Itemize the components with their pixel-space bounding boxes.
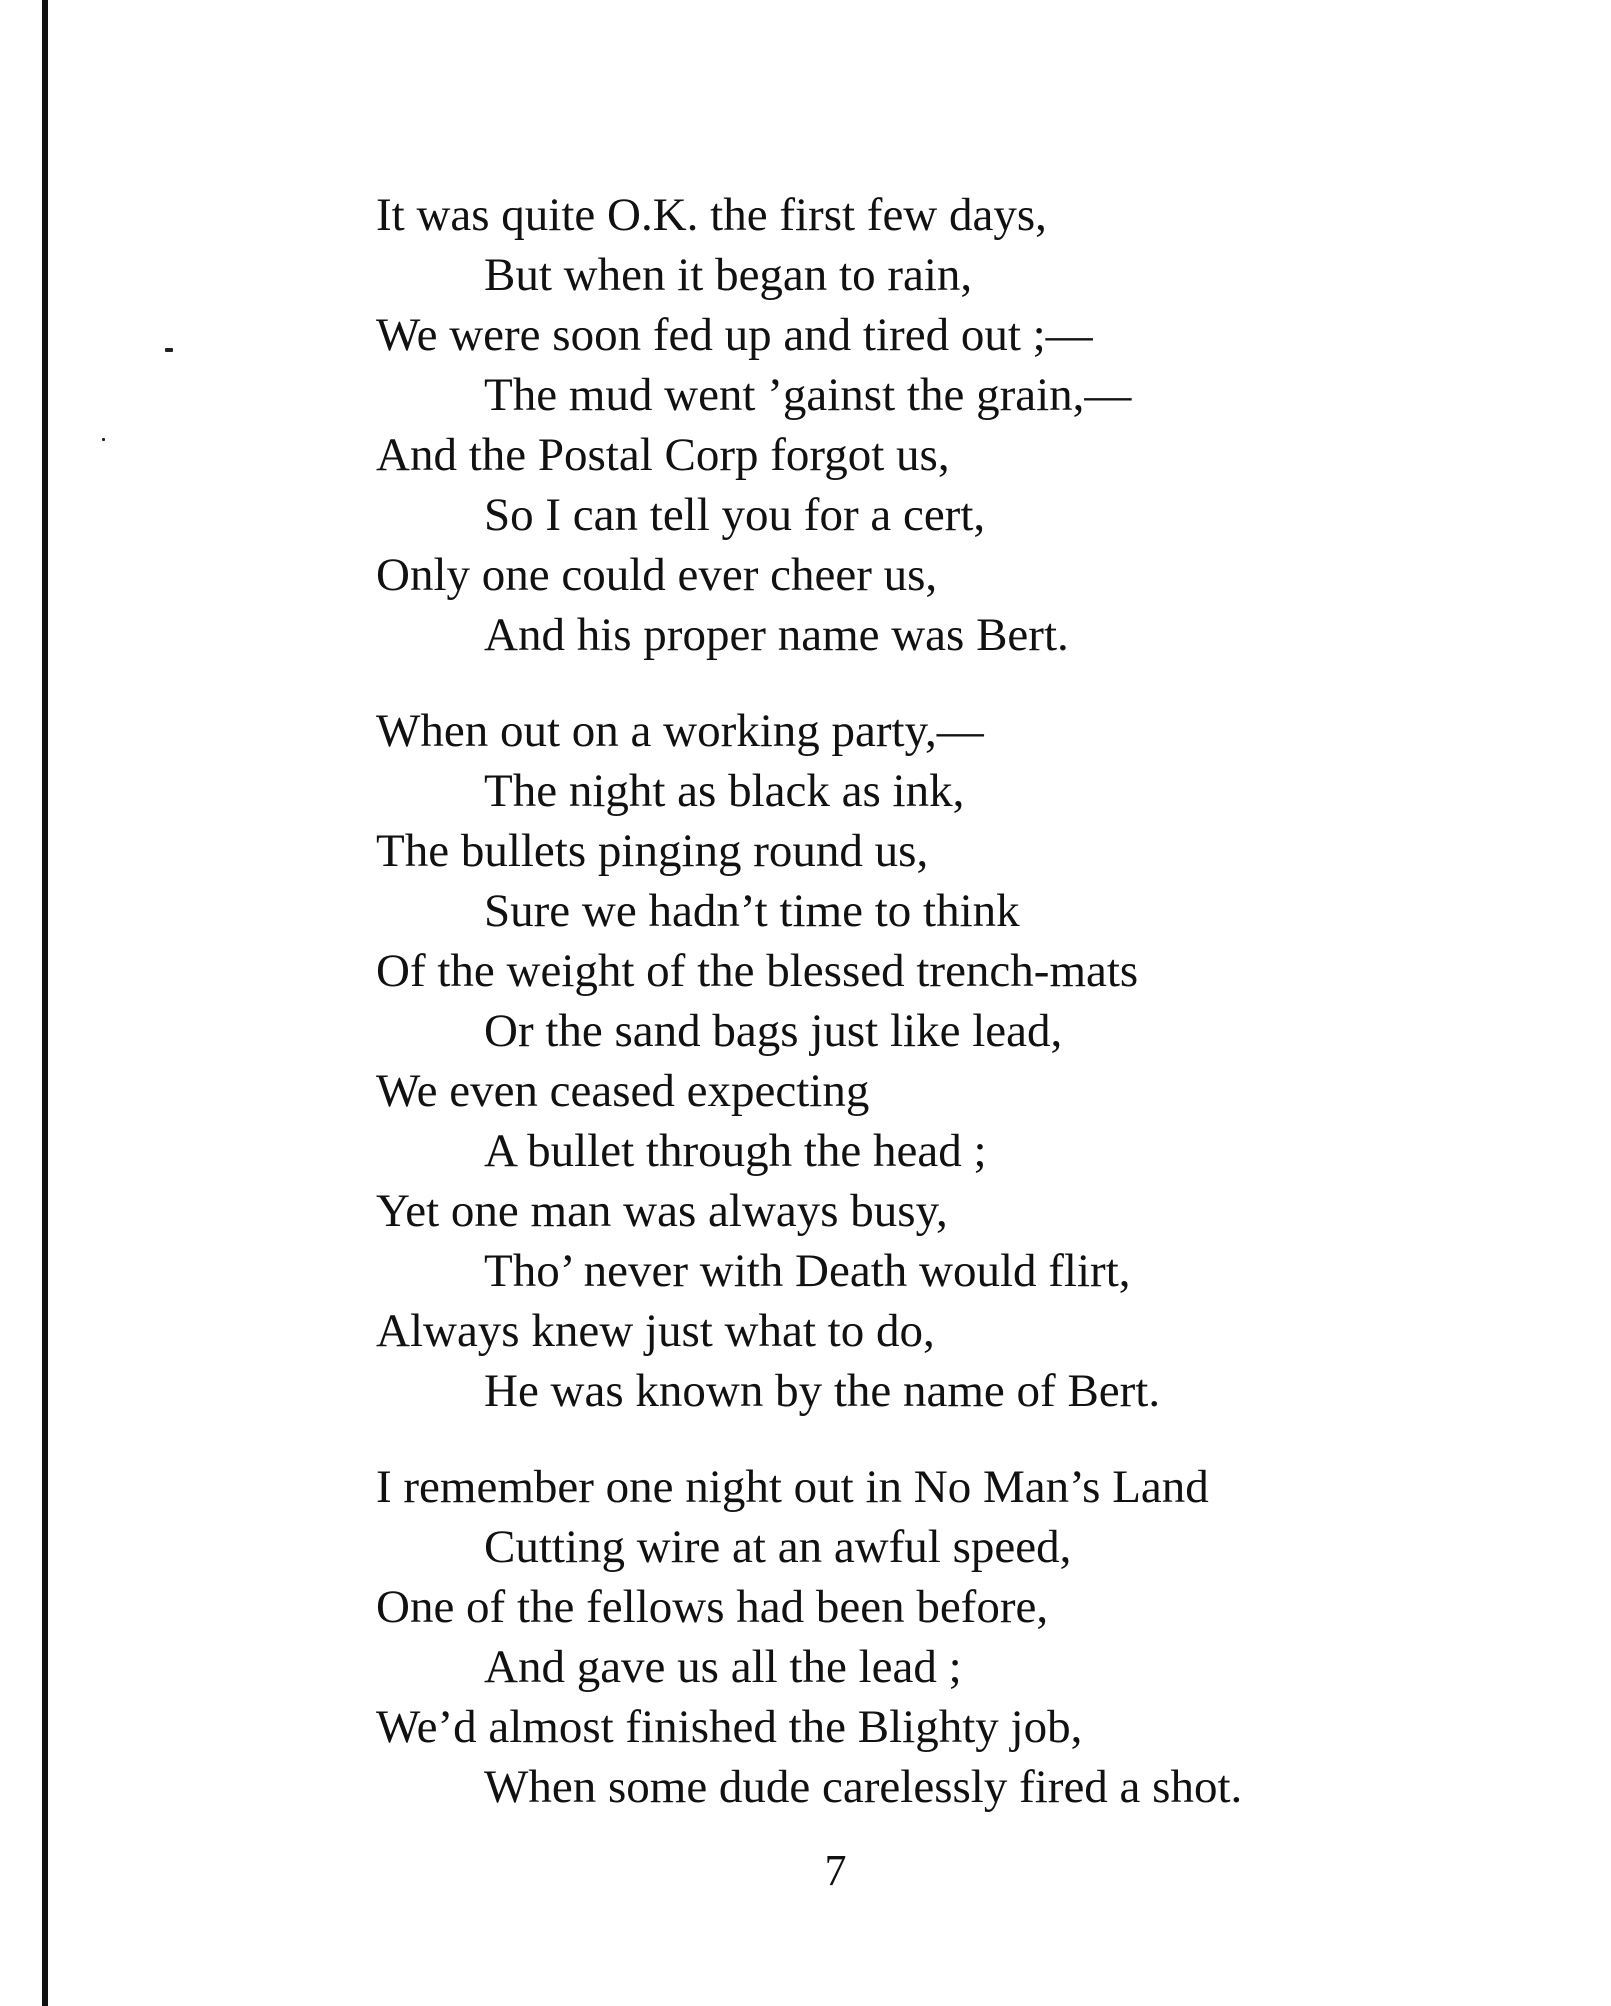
poem-line: Always knew just what to do, — [376, 1305, 935, 1357]
poem-line: One of the fellows had been before, — [376, 1581, 1049, 1633]
poem-line: It was quite O.K. the first few days, — [376, 189, 1047, 241]
poem-line: He was known by the name of Bert. — [484, 1365, 1161, 1417]
poem-line: Sure we hadn’t time to think — [484, 885, 1020, 937]
print-speck — [165, 348, 173, 352]
poem-line: The mud went ’gainst the grain,— — [484, 369, 1132, 421]
poem-line: When out on a working party,— — [376, 705, 984, 757]
stanza-3 — [376, 1457, 1576, 1817]
poem-line: Or the sand bags just like lead, — [484, 1005, 1063, 1057]
page-binding-edge — [42, 0, 48, 2006]
poem-line: Only one could ever cheer us, — [376, 549, 938, 601]
stanza-2 — [376, 701, 1576, 1421]
poem-line: The bullets pinging round us, — [376, 825, 929, 877]
poem-line: Yet one man was always busy, — [376, 1185, 948, 1237]
poem-line: So I can tell you for a cert, — [484, 489, 986, 541]
poem-line: We’d almost finished the Blighty job, — [376, 1701, 1083, 1753]
poem-line: We even ceased expecting — [376, 1065, 870, 1117]
stanza-1 — [376, 185, 1576, 665]
poem-line: Of the weight of the blessed trench-mats — [376, 945, 1139, 997]
poem-line: When some dude carelessly fired a shot. — [484, 1761, 1243, 1813]
poem-line: And the Postal Corp forgot us, — [376, 429, 950, 481]
poem-line: And gave us all the lead ; — [484, 1641, 962, 1693]
poem-body — [376, 185, 1576, 1853]
poem-line: I remember one night out in No Man’s Land — [376, 1461, 1209, 1513]
poem-line: And his proper name was Bert. — [484, 609, 1069, 661]
print-speck — [102, 438, 105, 441]
poem-line: The night as black as ink, — [484, 765, 965, 817]
poem-line: Tho’ never with Death would flirt, — [484, 1245, 1131, 1297]
poem-line: We were soon fed up and tired out ;— — [376, 309, 1093, 361]
poem-line: But when it began to rain, — [484, 249, 973, 301]
poem-line: Cutting wire at an awful speed, — [484, 1521, 1072, 1573]
poem-line: A bullet through the head ; — [484, 1125, 987, 1177]
page-number: 7 — [824, 1846, 847, 1895]
